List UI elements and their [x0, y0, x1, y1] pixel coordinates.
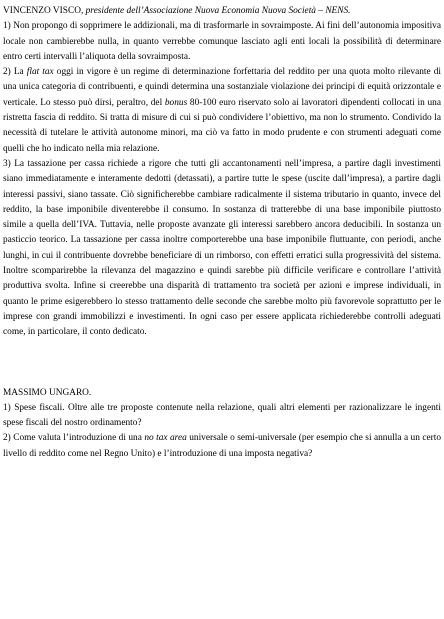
answer-2-text-a: 2) La	[3, 67, 27, 78]
answer-paragraph-3: 3) La tassazione per cassa richiede a rigore che tutti gli accantonamenti nell’impresa, a partire dagli investimenti siano immediatamente e interamente dedotti (detassati), a partire tutte le spese (uscite dall’impresa), a partire dagli interessi passivi, siano tassate. Ciò significherebbe cambiare radicalmente il sistema tributario in quanto, invece del reddito, la base imponibile diventerebbe il consumo. In sostanza di tratterebbe di una base imponibile piuttosto simile a quella dell’IVA. Tuttavia, nelle proposte avanzate gli interessi sarebbero ancora deducibili. In sostanza un pasticcio teorico. La tassazione per cassa inoltre comporterebbe una base imponibile fluttuante, con periodi, anche lunghi, in cui il contribuente dovrebbe beneficiare di un rimborso, con effetti erratici sulla progressività del sistema. Inoltre scomparirebbe la rilevanza del magazzino e quindi sarebbe più difficile verificare e controllare l’attività produttiva svolta. Infine si creerebbe una disparità di trattamento tra società per azioni e imprese individuali, in quanto le prime esigerebbero lo stesso trattamento delle seconde che sarebbe molto più favorevole soprattutto per le imprese con grandi immobilizzi e investimenti. In ogni caso per essere applicata richiederebbe controlli adeguati come, in particolare, il conto dedicato.	[3, 158, 441, 338]
speaker-role: presidente dell’Associazione Nuova Economia Nuova Società – NENS.	[85, 6, 351, 16]
question-paragraph-1: 1) Spese fiscali. Oltre alle tre proposte contenute nella relazione, quali altri elementi per razionalizzare le ingenti spese fiscali del nostro ordinamento?	[3, 402, 441, 429]
question-paragraph-2	[3, 431, 441, 462]
speaker-heading-ungaro: MASSIMO UNGARO.	[3, 387, 92, 398]
speaker-name: VINCENZO VISCO,	[3, 6, 86, 16]
answer-2-bonus: bonus	[164, 97, 188, 108]
answer-paragraph-2	[3, 65, 441, 157]
answer-paragraph-1: 1) Non propongo di sopprimere le addizionali, ma di trasformarle in sovraimposte. Ai fini dell’autonomia impositiva locale non cambierebbe nulla, in quanto verrebbe comunque lasciato agli enti locali la possibilità di determinare entro certi intervalli l’aliquota della sovraimposta.	[3, 21, 441, 62]
question-2-text-b: universale o semi-universale (per esempio che si annulla a un certo livello di reddito come nel Regno Unito) e l’introduzione di una imposta negativa?	[3, 433, 442, 459]
answer-2-text-b: oggi in vigore è un regime di determinazione forfettaria del reddito per una quota molto rilevante di una unica categoria di contribuenti, e quindi determina una sostanziale violazione dei principi di equità orizzontale e verticale. Lo stesso può dirsi, peraltro, del	[3, 67, 442, 108]
section-spacer	[3, 341, 441, 386]
answer-2-text-c: 80-100 euro riservato solo ai lavoratori dipendenti collocati in una ristretta fascia di reddito. Si tratta di misure di cui si può condividere l’obiettivo, ma non lo strumento. Condivido la necessità di tutelare le attività autonome minori, ma ciò va fatto in modo prudente e con strumenti adeguati come quelli che ho indicato nella mia relazione.	[3, 97, 441, 154]
question-2-no-tax-area: no tax area	[144, 433, 187, 444]
answer-2-flat-tax: flat tax	[26, 67, 54, 78]
speaker-heading-visco	[3, 4, 441, 19]
question-2-text-a: 2) Come valuta l’introduzione di una	[3, 433, 145, 444]
